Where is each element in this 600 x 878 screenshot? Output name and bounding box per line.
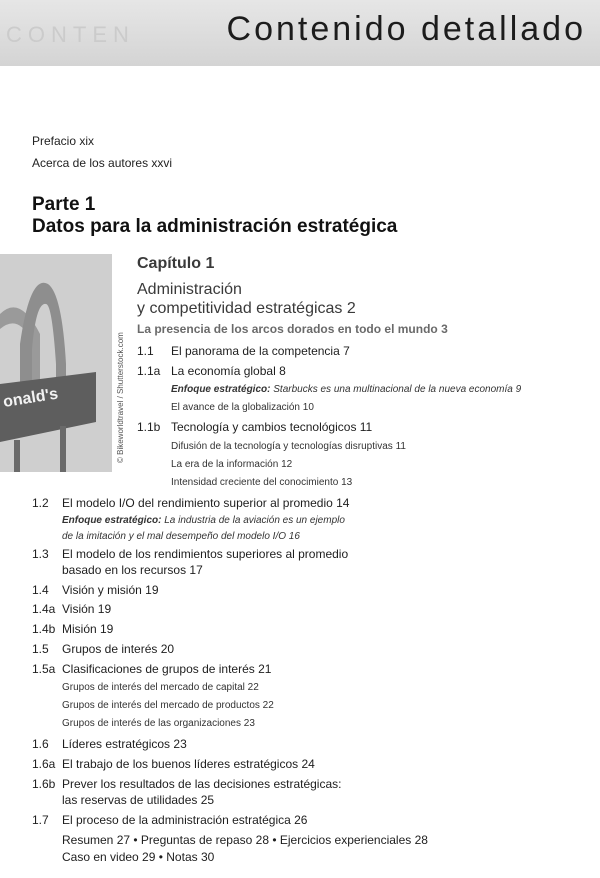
chapter-label: Capítulo 1 <box>137 255 215 272</box>
sign-text: onald's <box>1 385 60 411</box>
toc-sub-organizaciones: Grupos de interés de las organizaciones 23 <box>62 718 255 729</box>
toc-sub-mercado-productos: Grupos de interés del mercado de productos 22 <box>62 700 274 711</box>
part-number: Parte 1 <box>32 194 96 215</box>
golden-arches-sign-image <box>0 254 112 472</box>
chapter-photo <box>0 254 112 472</box>
page-title: Contenido detallado <box>226 10 586 48</box>
toc-sub-intensidad: Intensidad creciente del conocimiento 13 <box>171 477 353 488</box>
toc-end-matter-1: Resumen 27 • Preguntas de repaso 28 • Ejercicios experienciales 28 <box>62 833 428 847</box>
header-ghost-text: CONTEN <box>6 22 135 47</box>
toc-enfoque-aviacion: Enfoque estratégico: La industria de la aviación es un ejemplo de la imitación y el mal desempeño del modelo I/O 16 <box>62 515 345 542</box>
toc-enfoque-starbucks: Enfoque estratégico: Starbucks es una multinacional de la nueva economía 9 <box>171 384 522 395</box>
chapter-title-line1: Administración <box>137 281 242 298</box>
toc-end-matter-2: Caso en video 29 • Notas 30 <box>62 850 215 864</box>
toc-sub-mercado-capital: Grupos de interés del mercado de capital 22 <box>62 682 259 693</box>
toc-prefacio: Prefacio xix <box>32 134 95 148</box>
part-title: Datos para la administración estratégica <box>32 216 398 237</box>
chapter-title-line2: y competitividad estratégicas 2 <box>137 300 356 317</box>
opening-case: La presencia de los arcos dorados en todo el mundo 3 <box>137 322 448 336</box>
toc-sub-era-informacion: La era de la información 12 <box>171 459 293 470</box>
header-band <box>0 0 600 66</box>
chapter-title <box>137 280 356 318</box>
toc-sub-difusion: Difusión de la tecnología y tecnologías disruptivas 11 <box>171 441 406 452</box>
photo-credit: © Bikeworldtravel / Shutterstock.com <box>116 332 125 463</box>
toc-sub-globalizacion: El avance de la globalización 10 <box>171 402 314 413</box>
toc-acerca: Acerca de los autores xxvi <box>32 156 173 170</box>
part-heading <box>32 194 397 238</box>
